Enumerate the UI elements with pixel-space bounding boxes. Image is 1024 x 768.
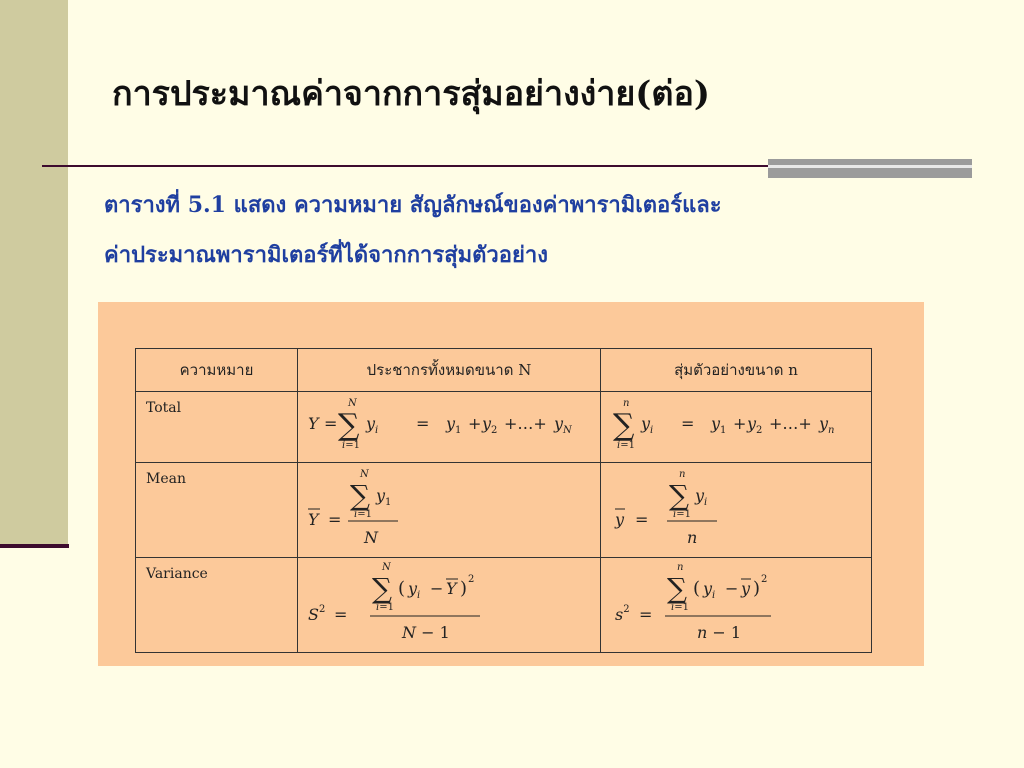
table-row-mean — [136, 463, 872, 558]
svg-text:−: − — [725, 579, 739, 598]
svg-text:yN: $y_N$ — [554, 414, 572, 436]
svg-text:=: = — [324, 414, 338, 433]
svg-text:N: N — [364, 528, 378, 547]
svg-text:n: n — [677, 562, 684, 573]
header-population: ประชากรทั้งหมดขนาด N — [298, 349, 601, 392]
svg-text:=: = — [334, 605, 348, 624]
svg-text:∑: ∑ — [338, 408, 360, 443]
svg-text:N: N — [382, 562, 391, 573]
svg-text:=: = — [639, 605, 653, 624]
svg-text:yi: $y_i$ — [703, 579, 716, 601]
svg-text:n: n — [679, 469, 686, 480]
svg-text:yi: $y_i$ — [641, 414, 654, 436]
svg-text:∑: ∑ — [350, 479, 370, 512]
svg-text:=: = — [328, 510, 342, 529]
svg-text:Y: Y — [308, 414, 319, 433]
header-meaning: ความหมาย — [136, 349, 298, 392]
svg-text:+: + — [468, 414, 482, 433]
svg-text:Y: Y — [446, 579, 457, 598]
formula-sample-total — [601, 392, 872, 463]
svg-text:∑: ∑ — [372, 572, 392, 605]
svg-text:y1: $y_1$ — [446, 414, 462, 436]
svg-text:y: y — [615, 510, 625, 529]
svg-text:n: n — [623, 398, 630, 409]
svg-text:): ) — [460, 578, 468, 599]
left-accent-rule — [0, 544, 69, 548]
svg-text:yi: $y_i$ — [695, 486, 708, 508]
svg-text:yi: $y_i$ — [408, 579, 421, 601]
svg-text:yi: $y_i$ — [366, 414, 379, 436]
table-row-variance — [136, 558, 872, 653]
svg-text:i=1: i=1 — [354, 509, 372, 520]
table-caption-line-1: ตารางที่ 5.1 แสดง ความหมาย สัญลักษณ์ของค่าพารามิเตอร์และ — [104, 192, 722, 218]
table-row-total — [136, 392, 872, 463]
header-sample: สุ่มตัวอย่างขนาด n — [601, 349, 872, 392]
svg-text:yn: $y_n$ — [819, 414, 835, 436]
svg-text:=: = — [635, 510, 649, 529]
slide-title: การประมาณค่าจากการสุ่มอย่างง่าย(ต่อ) — [112, 74, 710, 114]
formula-population-variance — [298, 558, 601, 653]
formula-population-mean — [298, 463, 601, 558]
svg-text:i=1: i=1 — [342, 440, 360, 451]
svg-text:n − 1: n − 1 — [697, 623, 742, 642]
svg-text:y: y — [741, 579, 751, 598]
svg-text:+…+: +…+ — [769, 414, 812, 433]
table-caption-line-2: ค่าประมาณพารามิเตอร์ที่ได้จากการสุ่มตัวอย่าง — [104, 242, 548, 268]
svg-text:S2: $S^2$ — [308, 604, 326, 624]
svg-text:+: + — [733, 414, 747, 433]
row-label-mean: Mean — [136, 463, 298, 558]
row-label-variance: Variance — [136, 558, 298, 653]
title-divider-accent — [768, 159, 972, 178]
svg-text:Y: Y — [308, 510, 319, 529]
row-label-total: Total — [136, 392, 298, 463]
svg-text:2: 2 — [761, 574, 768, 585]
formula-sample-mean — [601, 463, 872, 558]
svg-text:y1: $y_1$ — [711, 414, 727, 436]
svg-text:∑: ∑ — [669, 479, 689, 512]
svg-text:∑: ∑ — [667, 572, 687, 605]
table-caption — [104, 180, 722, 280]
table-header-row — [136, 349, 872, 392]
formula-population-total — [298, 392, 601, 463]
svg-text:y2: $y_2$ — [747, 414, 763, 436]
svg-text:i=1: i=1 — [671, 602, 689, 613]
svg-text:i=1: i=1 — [617, 440, 635, 451]
svg-text:∑: ∑ — [613, 408, 635, 443]
svg-text:2: 2 — [468, 574, 475, 585]
svg-text:n: n — [687, 528, 698, 547]
svg-text:=: = — [416, 414, 430, 433]
svg-text:(: ( — [398, 578, 406, 599]
formula-sample-variance — [601, 558, 872, 653]
left-accent-bar — [0, 0, 68, 546]
svg-text:−: − — [430, 579, 444, 598]
parameter-table — [135, 348, 872, 653]
svg-text:+…+: +…+ — [504, 414, 547, 433]
svg-text:y2: $y_2$ — [482, 414, 498, 436]
svg-text:N: N — [348, 398, 357, 409]
svg-text:=: = — [681, 414, 695, 433]
svg-text:s2: $s^2$ — [615, 604, 630, 624]
svg-text:): ) — [753, 578, 761, 599]
svg-text:N: N — [360, 469, 369, 480]
svg-text:i=1: i=1 — [376, 602, 394, 613]
svg-text:N − 1: N − 1 — [402, 623, 450, 642]
svg-text:(: ( — [693, 578, 701, 599]
svg-text:i=1: i=1 — [673, 509, 691, 520]
svg-text:y1: $y_1$ — [376, 486, 392, 508]
